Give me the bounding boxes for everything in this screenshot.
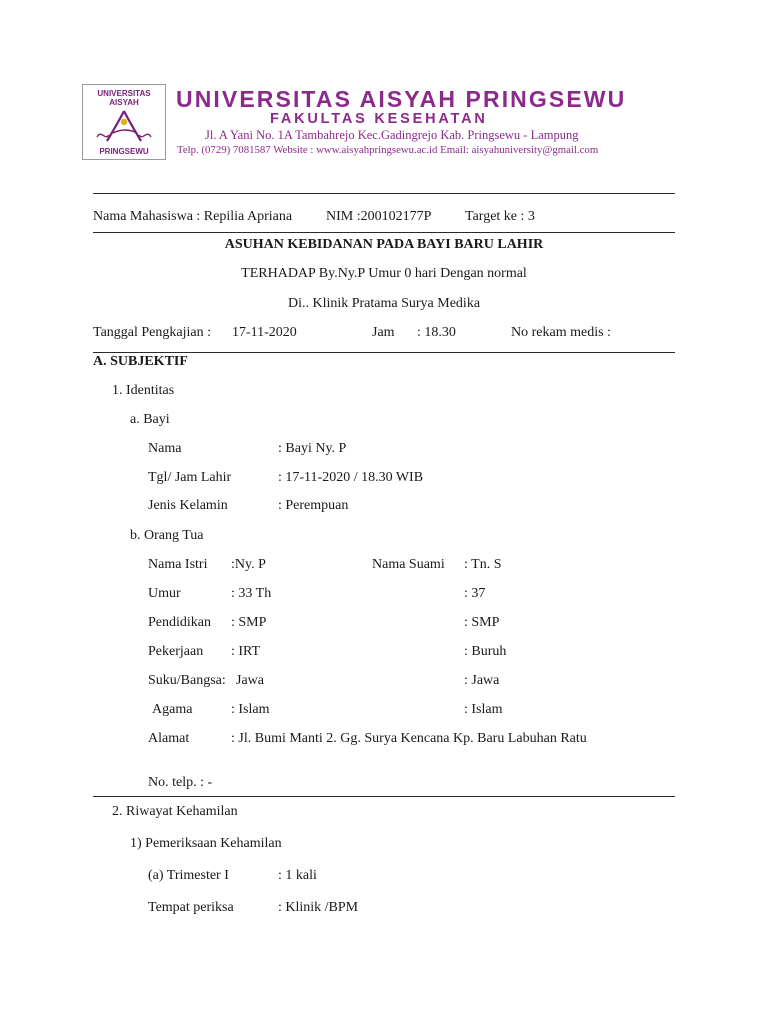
parent-row-label: Pendidikan xyxy=(148,615,211,630)
university-contact: Telp. (0729) 7081587 Website : www.aisyahpringsewu.ac.id Email: aisyahuniversity@gmail.com xyxy=(177,144,599,156)
university-name: UNIVERSITAS AISYAH PRINGSEWU xyxy=(176,86,627,112)
logo-text-bottom: PRINGSEWU xyxy=(99,147,149,156)
university-logo xyxy=(82,84,166,160)
baby-sex-value: : Perempuan xyxy=(278,498,349,513)
parent-row-label: Suku/Bangsa: xyxy=(148,673,226,688)
target-number: Target ke : 3 xyxy=(465,209,535,224)
assessment-time-value: : 18.30 xyxy=(417,325,456,340)
logo-text-mid: AISYAH xyxy=(109,98,139,107)
document-location: Di.. Klinik Pratama Surya Medika xyxy=(287,296,481,311)
document-title: ASUHAN KEBIDANAN PADA BAYI BARU LAHIR xyxy=(224,237,544,252)
husband-religion-value: : Islam xyxy=(464,702,503,717)
exam-place-value: : Klinik /BPM xyxy=(278,900,359,915)
husband-education-value: : SMP xyxy=(464,615,500,630)
wife-age-value: : 33 Th xyxy=(231,586,272,601)
husband-age-value: : 37 xyxy=(464,586,486,601)
exam-place-label: Tempat periksa xyxy=(148,900,234,915)
document-subtitle: TERHADAP By.Ny.P Umur 0 hari Dengan normal xyxy=(241,266,527,281)
divider-info xyxy=(93,232,675,233)
faculty-name: FAKULTAS KESEHATAN xyxy=(270,111,488,127)
phone-number: No. telp. : - xyxy=(148,775,213,790)
medical-record-label: No rekam medis : xyxy=(511,325,611,340)
baby-sex-label: Jenis Kelamin xyxy=(148,498,228,513)
parent-row-label: Pekerjaan xyxy=(148,644,204,659)
husband-ethnicity-value: : Jawa xyxy=(464,673,500,688)
assessment-date-label: Tanggal Pengkajian : xyxy=(93,325,211,340)
assessment-date-value: 17-11-2020 xyxy=(232,325,297,340)
wife-name-value: :Ny. P xyxy=(231,557,266,572)
wife-education-value: : SMP xyxy=(231,615,267,630)
parents-heading: b. Orang Tua xyxy=(130,528,204,543)
divider-identity xyxy=(93,796,675,797)
baby-birth-value: : 17-11-2020 / 18.30 WIB xyxy=(278,470,424,485)
student-nim: NIM :200102177P xyxy=(326,209,432,224)
pregnancy-history-heading: 2. Riwayat Kehamilan xyxy=(112,804,238,819)
parent-row-label: Agama xyxy=(152,702,193,717)
baby-heading: a. Bayi xyxy=(130,412,170,427)
baby-birth-label: Tgl/ Jam Lahir xyxy=(148,470,232,485)
address-label: Alamat xyxy=(148,731,190,746)
divider-top xyxy=(93,193,675,194)
wife-ethnicity-value: Jawa xyxy=(236,673,264,688)
trimester-label: (a) Trimester I xyxy=(148,868,229,883)
husband-occupation-value: : Buruh xyxy=(464,644,507,659)
husband-name-label: Nama Suami xyxy=(372,557,445,572)
address-value: : Jl. Bumi Manti 2. Gg. Surya Kencana Kp. Baru Labuhan Ratu xyxy=(231,731,587,746)
logo-text-top: UNIVERSITAS xyxy=(97,89,151,98)
student-name: Nama Mahasiswa : Repilia Apriana xyxy=(93,209,293,224)
wife-religion-value: : Islam xyxy=(231,702,270,717)
baby-name-value: : Bayi Ny. P xyxy=(278,441,347,456)
parent-row-label: Umur xyxy=(148,586,181,601)
trimester-value: : 1 kali xyxy=(278,868,317,883)
assessment-time-label: Jam xyxy=(372,325,395,340)
divider-assessment xyxy=(93,352,675,353)
wife-occupation-value: : IRT xyxy=(231,644,261,659)
husband-name-value: : Tn. S xyxy=(464,557,502,572)
baby-name-label: Nama xyxy=(148,441,182,456)
identity-heading: 1. Identitas xyxy=(112,383,175,398)
pregnancy-exam-heading: 1) Pemeriksaan Kehamilan xyxy=(130,836,282,851)
logo-emblem-icon xyxy=(91,107,157,145)
section-subjective: A. SUBJEKTIF xyxy=(93,354,188,369)
university-address: Jl. A Yani No. 1A Tambahrejo Kec.Gadingrejo Kab. Pringsewu - Lampung xyxy=(205,128,579,142)
wife-name-label: Nama Istri xyxy=(148,557,208,572)
